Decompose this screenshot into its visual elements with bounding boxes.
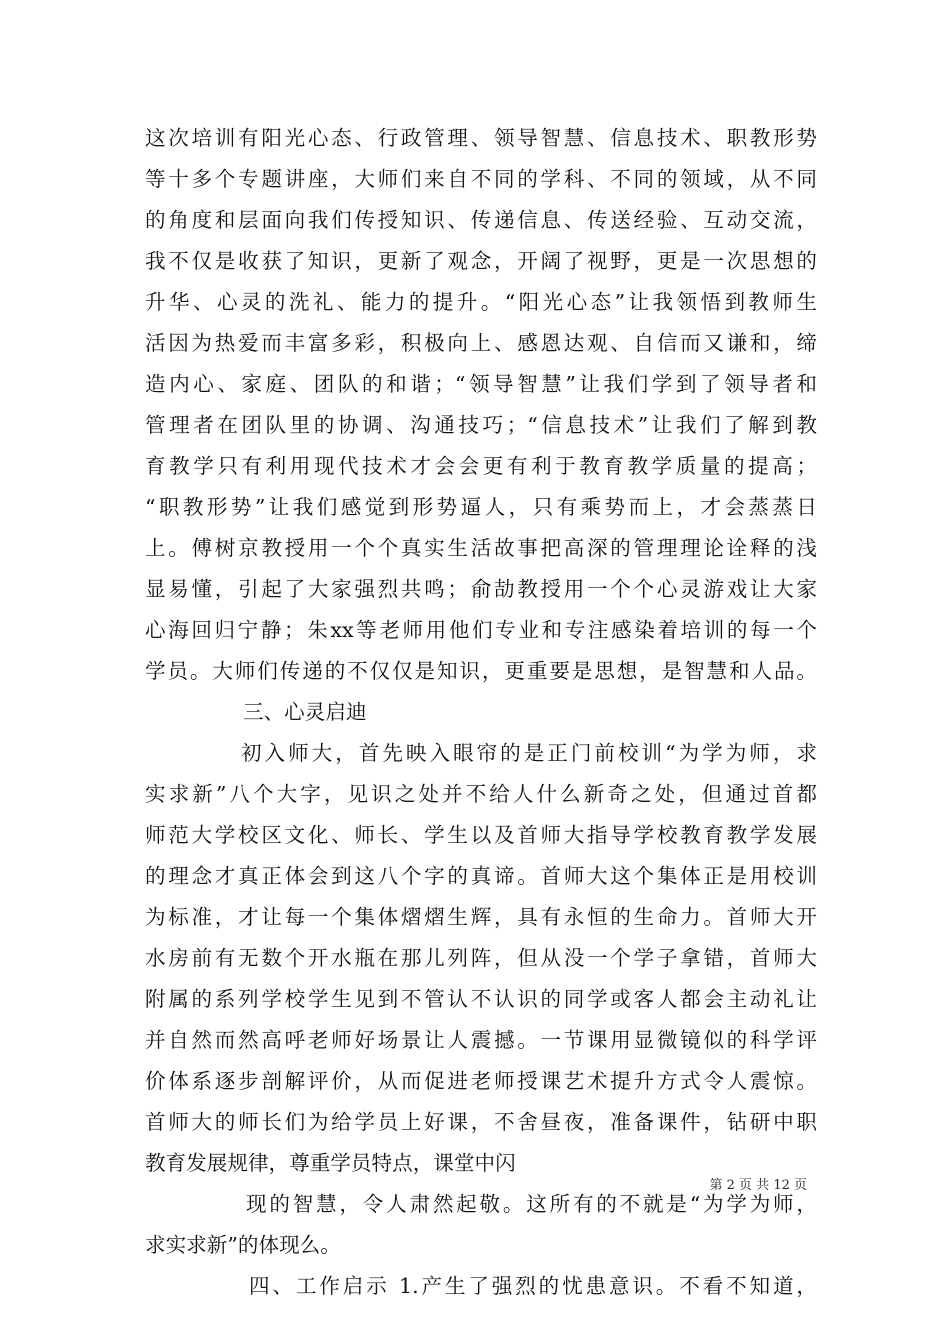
text-line: 求实求新”的体现么。 <box>145 1233 341 1257</box>
text-line: 水房前有无数个开水瓶在那儿列阵，但从没一个学子拿错，首师大 <box>145 946 817 970</box>
text-line: 活因为热爱而丰富多彩，积极向上、感恩达观、自信而又谦和，缔 <box>145 331 817 355</box>
text-line: 升华、心灵的洗礼、能力的提升。“阳光心态”让我领悟到教师生 <box>145 290 817 314</box>
text-line: 附属的系列学校学生见到不管认不认识的同学或客人都会主动礼让 <box>145 987 817 1011</box>
body-text <box>145 118 817 1307</box>
text-line: 首师大的师长们为给学员上好课，不舍昼夜，准备课件，钻研中职 <box>145 1110 817 1134</box>
text-line: “职教形势”让我们感觉到形势逼人，只有乘势而上，才会蒸蒸日 <box>145 495 817 519</box>
text-line: 管理者在团队里的协调、沟通技巧；“信息技术”让我们了解到教 <box>145 413 817 437</box>
text-line: 等十多个专题讲座，大师们来自不同的学科、不同的领域，从不同 <box>145 167 817 191</box>
section-heading-4: 四、工作启示 1.产生了强烈的忧患意识。不看不知道， <box>249 1274 817 1298</box>
text-line: 显易懂，引起了大家强烈共鸣；俞劼教授用一个个心灵游戏让大家 <box>145 577 817 601</box>
text-line: 的理念才真正体会到这八个字的真谛。首师大这个集体正是用校训 <box>145 864 817 888</box>
text-line: 初入师大，首先映入眼帘的是正门前校训“为学为师，求 <box>241 741 817 765</box>
text-line: 这次培训有阳光心态、行政管理、领导智慧、信息技术、职教形势 <box>145 126 817 150</box>
text-line: 价体系逐步剖解评价，从而促进老师授课艺术提升方式令人震惊。 <box>145 1069 817 1093</box>
text-line: 造内心、家庭、团队的和谐；“领导智慧”让我们学到了领导者和 <box>145 372 817 396</box>
text-line: 为标准，才让每一个集体熠熠生辉，具有永恒的生命力。首师大开 <box>145 905 817 929</box>
text-line: 教育发展规律，尊重学员特点，课堂中闪 <box>145 1151 516 1175</box>
text-line: 上。傅树京教授用一个个真实生活故事把高深的管理理论诠释的浅 <box>145 536 817 560</box>
text-line: 的角度和层面向我们传授知识、传递信息、传送经验、互动交流， <box>145 208 817 232</box>
text-line: 我不仅是收获了知识，更新了观念，开阔了视野，更是一次思想的 <box>145 249 817 273</box>
text-line: 实求新”八个大字，见识之处并不给人什么新奇之处，但通过首都 <box>145 782 817 806</box>
text-line: 师范大学校区文化、师长、学生以及首师大指导学校教育教学发展 <box>145 823 817 847</box>
section-heading-3: 三、心灵启迪 <box>243 700 367 724</box>
text-line: 现的智慧，令人肃然起敬。这所有的不就是“为学为师， <box>246 1192 817 1216</box>
page-number-footer: 第 2 页 共 12 页 <box>709 1178 807 1193</box>
text-line: 心海回归宁静；朱xx等老师用他们专业和专注感染着培训的每一个 <box>145 618 817 642</box>
text-line: 育教学只有利用现代技术才会会更有利于教育教学质量的提高； <box>145 454 817 478</box>
text-line: 并自然而然高呼老师好场景让人震撼。一节课用显微镜似的科学评 <box>145 1028 817 1052</box>
text-line: 学员。大师们传递的不仅仅是知识，更重要是思想，是智慧和人品。 <box>145 659 817 683</box>
